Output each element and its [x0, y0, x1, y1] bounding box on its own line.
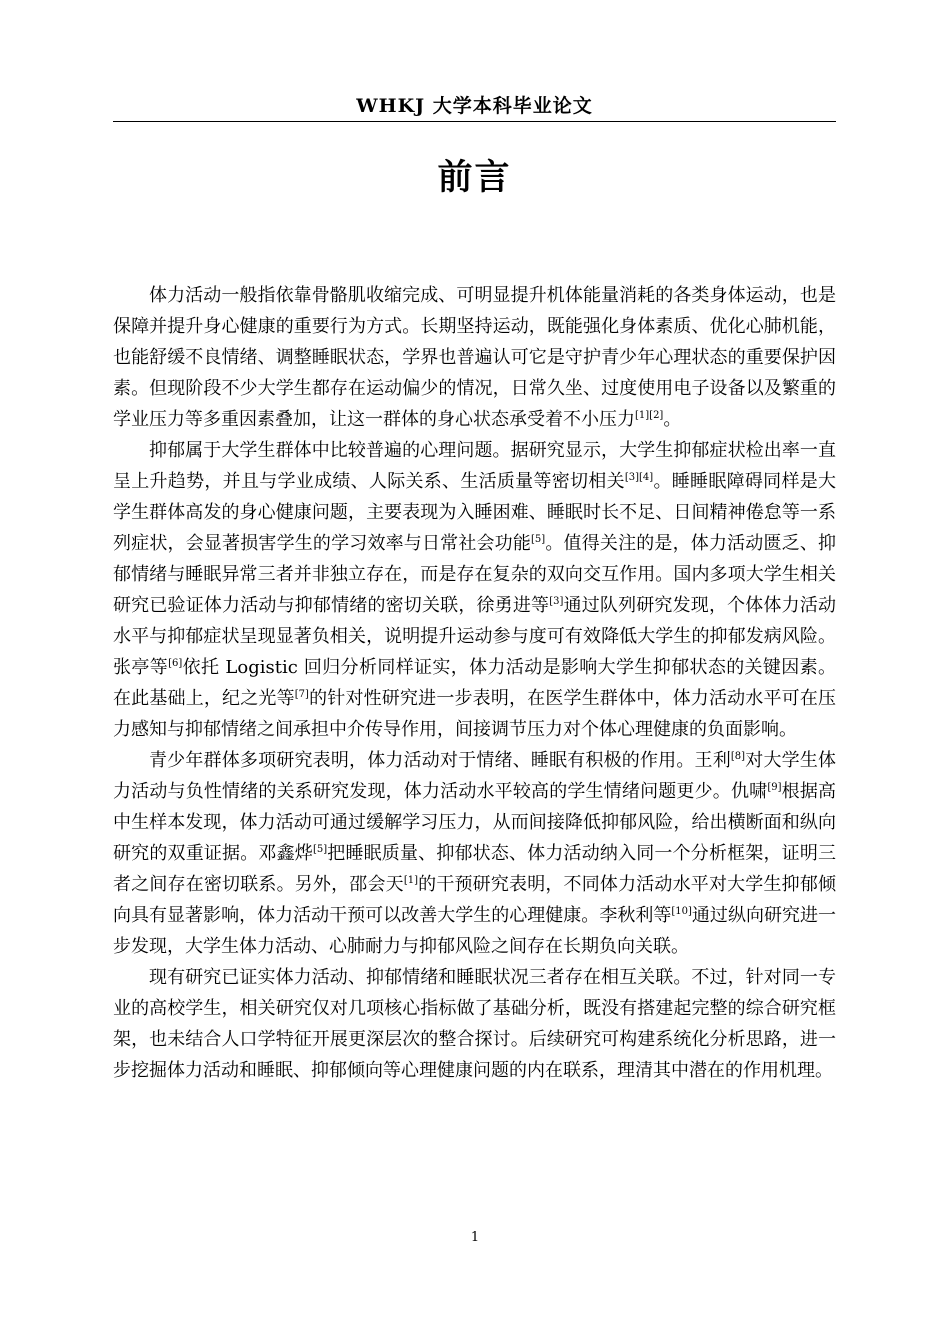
citation-ref: [8] — [730, 751, 746, 762]
paragraph-text: 。值得关注的是，体力活动匮乏、抑郁情绪与睡眠异常三者并非独立存在，而是存在复杂的双向交互作用。国内多项大学生相关研究已验证体力活动与抑郁情绪的密切关联，徐勇进等 — [113, 533, 837, 616]
paragraph-text: 根据高中生样本发现，体力活动可通过缓解学习压力，从而间接降低抑郁风险，给出横断面和纵向研究的双重证据。邓鑫烨 — [113, 781, 837, 864]
citation-ref: [5] — [531, 534, 546, 545]
paragraph-text: 。 — [663, 409, 682, 430]
citation-ref: [3] — [549, 596, 564, 607]
paragraph-text: 青少年群体多项研究表明，体力活动对于情绪、睡眠有积极的作用。王利 — [149, 750, 731, 771]
citation-ref: [6] — [168, 658, 183, 669]
body-paragraph — [113, 745, 836, 962]
paragraph-text: 通过队列研究发现，个体体力活动水平与抑郁症状呈现显著负相关，说明提升运动参与度可有效降低大学生的抑郁发病风险。张亭等 — [113, 595, 836, 678]
paragraph-text: 现有研究已证实体力活动、抑郁情绪和睡眠状况三者存在相互关联。不过，针对同一专业的高校学生，相关研究仅对几项核心指标做了基础分析，既没有搭建起完整的综合研究框架，也未结合人口学特征开展更深层次的整合探讨。后续研究可构建系统化分析思路，进一步挖掘体力活动和睡眠、抑郁倾向等心理健康问题的内在联系，理清其中潜在的作用机理。 — [113, 967, 836, 1081]
citation-ref: [5] — [312, 844, 328, 855]
citation-ref: [7] — [294, 689, 309, 700]
body-paragraph — [113, 435, 836, 745]
citation-ref: [1] — [403, 875, 418, 886]
paragraph-text: 的干预研究表明，不同体力活动水平对大学生抑郁倾向具有显著影响，体力活动干预可以改善大学生的心理健康。李秋利等 — [113, 874, 837, 926]
paragraph-text: 对大学生体力活动与负性情绪的关系研究发现，体力活动水平较高的学生情绪问题更少。仇啸 — [113, 750, 837, 802]
page-number: 1 — [470, 1230, 480, 1245]
paragraph-text: 依托 Logistic 回归分析同样证实，体力活动是影响大学生抑郁状态的关键因素。在此基础上，纪之光等 — [113, 657, 837, 709]
paragraph-text: 的针对性研究进一步表明，在医学生群体中，体力活动水平可在压力感知与抑郁情绪之间承担中介传导作用，间接调节压力对个体心理健康的负面影响。 — [113, 688, 836, 740]
body-text — [113, 280, 836, 1086]
citation-ref: [10] — [671, 906, 692, 917]
citation-ref: [3][4] — [624, 472, 654, 483]
section-title: 前言 — [437, 158, 512, 198]
paragraph-text: 把睡眠质量、抑郁状态、体力活动纳入同一个分析框架，证明三者之间存在密切联系。另外，邵会天 — [113, 843, 837, 895]
citation-ref: [1][2] — [635, 410, 664, 421]
body-paragraph — [113, 962, 836, 1086]
paragraph-text: 通过纵向研究进一步发现，大学生体力活动、心肺耐力与抑郁风险之间存在长期负向关联。 — [113, 905, 837, 957]
body-paragraph — [113, 280, 836, 435]
paragraph-text: 抑郁属于大学生群体中比较普遍的心理问题。据研究显示，大学生抑郁症状检出率一直呈上升趋势，并且与学业成绩、人际关系、生活质量等密切相关 — [113, 440, 836, 492]
paragraph-text: 。睡睡眠障碍同样是大学生群体高发的身心健康问题，主要表现为入睡困难、睡眠时长不足、日间精神倦怠等一系列症状，会显著损害学生的学习效率与日常社会功能 — [113, 471, 837, 554]
citation-ref: [9] — [767, 782, 782, 793]
header-rule — [113, 121, 836, 122]
running-header: WHKJ 大学本科毕业论文 — [356, 95, 593, 117]
paragraph-text: 体力活动一般指依靠骨骼肌收缩完成、可明显提升机体能量消耗的各类身体运动，也是保障并提升身心健康的重要行为方式。长期坚持运动，既能强化身体素质、优化心肺机能，也能舒缓不良情绪、调整睡眠状态，学界也普遍认可它是守护青少年心理状态的重要保护因素。但现阶段不少大学生都存在运动偏少的情况，日常久坐、过度使用电子设备以及繁重的学业压力等多重因素叠加，让这一群体的身心状态承受着不小压力 — [113, 285, 836, 430]
